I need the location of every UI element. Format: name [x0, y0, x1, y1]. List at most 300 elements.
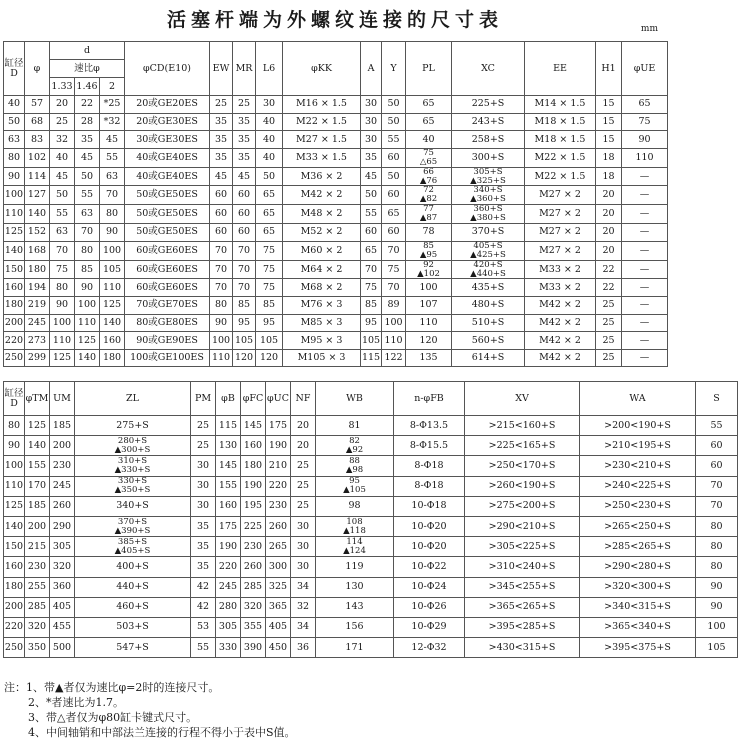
cell-cd: 70或GE70ES: [125, 297, 210, 315]
cell-d2: 160: [100, 332, 125, 350]
table-row: [4, 638, 738, 658]
cell-xv: >225<165+S: [465, 436, 580, 456]
cell-pl: 65: [406, 96, 452, 114]
cell-y: 100: [382, 314, 406, 332]
cell-d133: 32: [50, 131, 75, 149]
cell-mr: 60: [233, 186, 256, 205]
cell-nf: 30: [291, 516, 316, 536]
cell-um: 305: [50, 537, 75, 557]
cell-phi: 245: [25, 314, 50, 332]
cell-d133: 125: [50, 349, 75, 367]
cell-xc: 258+S: [452, 131, 525, 149]
cell-phi: 57: [25, 96, 50, 114]
cell-kk: M68 × 2: [283, 279, 361, 297]
cell-y: 70: [382, 279, 406, 297]
cell-zl: 460+S: [75, 597, 191, 617]
cell-wa: >340<315+S: [580, 597, 696, 617]
cell-s: 60: [696, 436, 738, 456]
cell-d2: 140: [100, 314, 125, 332]
cell-tm: 155: [25, 456, 50, 476]
cell-wa: >240<225+S: [580, 476, 696, 496]
cell-cd: 50或GE50ES: [125, 224, 210, 242]
footnote-3: 3、带△者仅为φ80缸卡键式尺寸。: [28, 711, 198, 724]
cell-uc: 365: [266, 597, 291, 617]
cell-ew: 60: [210, 224, 233, 242]
cell-pl: 107: [406, 297, 452, 315]
cell-kk: M64 × 2: [283, 260, 361, 279]
cell-xc: 340+S ▲360+S: [452, 186, 525, 205]
cell-b: 115: [216, 416, 241, 436]
table-row: [4, 456, 738, 476]
header-ratio-2: 2: [100, 78, 125, 96]
cell-d133: 90: [50, 297, 75, 315]
cell-fb: 10-Φ24: [394, 577, 465, 597]
cell-d2: 70: [100, 186, 125, 205]
cell-fc: 190: [241, 476, 266, 496]
cell-ee: M27 × 2: [525, 241, 596, 260]
header-y: Y: [382, 42, 406, 96]
cell-zl: 275+S: [75, 416, 191, 436]
cell-b: 190: [216, 537, 241, 557]
cell-d146: 125: [75, 332, 100, 350]
cell-D: 200: [4, 314, 25, 332]
cell-pm: 35: [191, 557, 216, 577]
cell-zl: 440+S: [75, 577, 191, 597]
cell-kk: M42 × 2: [283, 186, 361, 205]
cell-d2: 80: [100, 205, 125, 224]
header-xc: XC: [452, 42, 525, 96]
header-ratio: 速比φ: [50, 60, 125, 78]
cell-kk: M52 × 2: [283, 224, 361, 242]
cell-uc: 450: [266, 638, 291, 658]
header-ue: φUE: [622, 42, 668, 96]
cell-y: 50: [382, 113, 406, 131]
header-ratio-133: 1.33: [50, 78, 75, 96]
cell-d146: 45: [75, 148, 100, 167]
header2-um: UM: [50, 382, 75, 416]
table-row: [4, 516, 738, 536]
cell-h1: 20: [596, 241, 622, 260]
header2-bore: 缸径 D: [4, 382, 25, 416]
unit-label: mm: [640, 24, 658, 34]
header2-s: S: [696, 382, 738, 416]
cell-fc: 225: [241, 516, 266, 536]
cell-cd: 50或GE50ES: [125, 186, 210, 205]
cell-ew: 70: [210, 241, 233, 260]
cell-wb: 119: [316, 557, 394, 577]
cell-d133: 50: [50, 186, 75, 205]
cell-D: 160: [4, 557, 25, 577]
header2-uc: φUC: [266, 382, 291, 416]
cell-s: 55: [696, 416, 738, 436]
cell-ee: M42 × 2: [525, 314, 596, 332]
cell-D: 80: [4, 416, 25, 436]
cell-kk: M16 × 1.5: [283, 96, 361, 114]
cell-nf: 34: [291, 617, 316, 637]
cell-a: 30: [361, 96, 382, 114]
table-row: [4, 224, 668, 242]
cell-h1: 25: [596, 314, 622, 332]
cell-l6: 75: [256, 260, 283, 279]
cell-xv: >260<190+S: [465, 476, 580, 496]
cell-um: 245: [50, 476, 75, 496]
cell-tm: 285: [25, 597, 50, 617]
cell-nf: 20: [291, 416, 316, 436]
cell-ue: 75: [622, 113, 668, 131]
cell-nf: 34: [291, 577, 316, 597]
cell-nf: 30: [291, 537, 316, 557]
cell-tm: 320: [25, 617, 50, 637]
cell-d2: *25: [100, 96, 125, 114]
cell-pm: 55: [191, 638, 216, 658]
cell-b: 175: [216, 516, 241, 536]
cell-wb: 156: [316, 617, 394, 637]
dimension-table-mounting: [3, 381, 738, 658]
cell-s: 70: [696, 476, 738, 496]
cell-D: 80: [4, 148, 25, 167]
cell-d2: 180: [100, 349, 125, 367]
header2-fc: φFC: [241, 382, 266, 416]
footnote-4: 4、中间轴销和中部法兰连接的行程不得小于表中S值。: [28, 726, 296, 739]
cell-a: 30: [361, 113, 382, 131]
cell-xc: 480+S: [452, 297, 525, 315]
cell-fc: 390: [241, 638, 266, 658]
cell-b: 145: [216, 456, 241, 476]
cell-d133: 75: [50, 260, 75, 279]
cell-xc: 614+S: [452, 349, 525, 367]
cell-wa: >250<230+S: [580, 496, 696, 516]
cell-nf: 25: [291, 476, 316, 496]
cell-fb: 10-Φ26: [394, 597, 465, 617]
cell-kk: M95 × 3: [283, 332, 361, 350]
cell-tm: 350: [25, 638, 50, 658]
cell-ue: —: [622, 349, 668, 367]
cell-tm: 170: [25, 476, 50, 496]
cell-pm: 30: [191, 456, 216, 476]
table-row: [4, 96, 668, 114]
cell-pl: 40: [406, 131, 452, 149]
cell-D: 90: [4, 436, 25, 456]
cell-y: 50: [382, 96, 406, 114]
cell-kk: M48 × 2: [283, 205, 361, 224]
cell-h1: 20: [596, 205, 622, 224]
cell-phi: 114: [25, 167, 50, 186]
cell-s: 100: [696, 617, 738, 637]
footnotes: [4, 680, 296, 740]
cell-phi: 194: [25, 279, 50, 297]
cell-xc: 243+S: [452, 113, 525, 131]
cell-phi: 68: [25, 113, 50, 131]
cell-cd: 20或GE30ES: [125, 113, 210, 131]
cell-zl: 547+S: [75, 638, 191, 658]
cell-uc: 210: [266, 456, 291, 476]
cell-d2: 105: [100, 260, 125, 279]
header2-tm: φTM: [25, 382, 50, 416]
cell-tm: 185: [25, 496, 50, 516]
cell-cd: 40或GE40ES: [125, 148, 210, 167]
cell-l6: 65: [256, 224, 283, 242]
cell-ew: 35: [210, 131, 233, 149]
header2-wa: WA: [580, 382, 696, 416]
cell-fc: 260: [241, 557, 266, 577]
cell-um: 405: [50, 597, 75, 617]
cell-xv: >290<210+S: [465, 516, 580, 536]
cell-ee: M18 × 1.5: [525, 113, 596, 131]
cell-d146: 55: [75, 186, 100, 205]
cell-wb: 114 ▲124: [316, 537, 394, 557]
cell-y: 60: [382, 148, 406, 167]
cell-ue: 90: [622, 131, 668, 149]
cell-xv: >215<160+S: [465, 416, 580, 436]
cell-y: 60: [382, 186, 406, 205]
cell-b: 330: [216, 638, 241, 658]
cell-wa: >290<280+S: [580, 557, 696, 577]
table-row: [4, 476, 738, 496]
cell-uc: 405: [266, 617, 291, 637]
footnote-2: 2、*者速比为1.7。: [28, 696, 124, 709]
cell-wb: 130: [316, 577, 394, 597]
cell-cd: 90或GE90ES: [125, 332, 210, 350]
cell-pl: 65: [406, 113, 452, 131]
table-row: [4, 148, 668, 167]
header-a: A: [361, 42, 382, 96]
cell-fb: 10-Φ22: [394, 557, 465, 577]
cell-xc: 225+S: [452, 96, 525, 114]
cell-mr: 45: [233, 167, 256, 186]
cell-pl: 135: [406, 349, 452, 367]
cell-nf: 20: [291, 436, 316, 456]
cell-kk: M27 × 1.5: [283, 131, 361, 149]
cell-d146: 35: [75, 131, 100, 149]
cell-um: 200: [50, 436, 75, 456]
header-ew: EW: [210, 42, 233, 96]
cell-h1: 22: [596, 279, 622, 297]
cell-ew: 110: [210, 349, 233, 367]
cell-wa: >265<250+S: [580, 516, 696, 536]
cell-d133: 20: [50, 96, 75, 114]
cell-ew: 45: [210, 167, 233, 186]
cell-a: 60: [361, 224, 382, 242]
cell-wb: 98: [316, 496, 394, 516]
cell-l6: 65: [256, 186, 283, 205]
cell-D: 200: [4, 597, 25, 617]
cell-ew: 70: [210, 279, 233, 297]
header-h1: H1: [596, 42, 622, 96]
dimension-table-rod-end: [3, 41, 668, 367]
cell-tm: 125: [25, 416, 50, 436]
cell-zl: 310+S ▲330+S: [75, 456, 191, 476]
cell-y: 75: [382, 260, 406, 279]
cell-a: 50: [361, 186, 382, 205]
cell-ew: 100: [210, 332, 233, 350]
cell-l6: 95: [256, 314, 283, 332]
cell-s: 70: [696, 496, 738, 516]
table-row: [4, 537, 738, 557]
cell-wb: 143: [316, 597, 394, 617]
header-bore: 缸径 D: [4, 42, 25, 96]
cell-zl: 385+S ▲405+S: [75, 537, 191, 557]
cell-D: 250: [4, 349, 25, 367]
cell-fc: 145: [241, 416, 266, 436]
cell-fc: 355: [241, 617, 266, 637]
cell-tm: 140: [25, 436, 50, 456]
cell-nf: 25: [291, 456, 316, 476]
cell-fb: 10-Φ20: [394, 537, 465, 557]
cell-d146: 140: [75, 349, 100, 367]
cell-h1: 20: [596, 186, 622, 205]
cell-xv: >345<255+S: [465, 577, 580, 597]
cell-d133: 100: [50, 314, 75, 332]
cell-pm: 30: [191, 476, 216, 496]
header2-pm: PM: [191, 382, 216, 416]
cell-pm: 25: [191, 416, 216, 436]
cell-D: 140: [4, 516, 25, 536]
cell-xc: 510+S: [452, 314, 525, 332]
cell-xc: 360+S ▲380+S: [452, 205, 525, 224]
cell-mr: 70: [233, 279, 256, 297]
cell-cd: 60或GE60ES: [125, 279, 210, 297]
cell-a: 85: [361, 297, 382, 315]
table-row: [4, 617, 738, 637]
cell-phi: 83: [25, 131, 50, 149]
cell-wb: 82 ▲92: [316, 436, 394, 456]
cell-xv: >275<200+S: [465, 496, 580, 516]
cell-um: 500: [50, 638, 75, 658]
cell-b: 220: [216, 557, 241, 577]
cell-D: 160: [4, 279, 25, 297]
cell-s: 80: [696, 537, 738, 557]
cell-ue: —: [622, 241, 668, 260]
cell-phi: 127: [25, 186, 50, 205]
cell-fc: 320: [241, 597, 266, 617]
cell-zl: 280+S ▲300+S: [75, 436, 191, 456]
cell-um: 230: [50, 456, 75, 476]
cell-ue: —: [622, 279, 668, 297]
cell-y: 110: [382, 332, 406, 350]
cell-ew: 80: [210, 297, 233, 315]
cell-l6: 50: [256, 167, 283, 186]
cell-h1: 25: [596, 297, 622, 315]
cell-fc: 230: [241, 537, 266, 557]
cell-mr: 35: [233, 113, 256, 131]
table-row: [4, 496, 738, 516]
cell-ew: 60: [210, 205, 233, 224]
cell-zl: 330+S ▲350+S: [75, 476, 191, 496]
cell-ew: 25: [210, 96, 233, 114]
cell-xv: >430<315+S: [465, 638, 580, 658]
cell-b: 155: [216, 476, 241, 496]
table-row: [4, 260, 668, 279]
cell-b: 160: [216, 496, 241, 516]
cell-d146: 100: [75, 297, 100, 315]
cell-ue: —: [622, 332, 668, 350]
cell-pm: 25: [191, 436, 216, 456]
cell-cd: 40或GE40ES: [125, 167, 210, 186]
cell-wb: 171: [316, 638, 394, 658]
footnote-1: 注：1、带▲者仅为速比φ=2时的连接尺寸。: [4, 681, 220, 694]
cell-pm: 35: [191, 537, 216, 557]
cell-pl: 110: [406, 314, 452, 332]
cell-kk: M33 × 1.5: [283, 148, 361, 167]
cell-s: 90: [696, 577, 738, 597]
cell-cd: 60或GE60ES: [125, 260, 210, 279]
cell-nf: 25: [291, 496, 316, 516]
cell-ue: —: [622, 314, 668, 332]
cell-ee: M33 × 2: [525, 260, 596, 279]
cell-D: 250: [4, 638, 25, 658]
cell-h1: 18: [596, 167, 622, 186]
cell-s: 80: [696, 557, 738, 577]
table-row: [4, 113, 668, 131]
cell-fb: 10-Φ20: [394, 516, 465, 536]
cell-d133: 25: [50, 113, 75, 131]
cell-pl: 78: [406, 224, 452, 242]
cell-l6: 105: [256, 332, 283, 350]
cell-ue: 110: [622, 148, 668, 167]
cell-D: 90: [4, 167, 25, 186]
cell-fc: 180: [241, 456, 266, 476]
table-row: [4, 186, 668, 205]
header-kk: φKK: [283, 42, 361, 96]
header2-fb: n-φFB: [394, 382, 465, 416]
cell-d146: 63: [75, 205, 100, 224]
cell-um: 290: [50, 516, 75, 536]
table-row: [4, 314, 668, 332]
cell-ee: M33 × 2: [525, 279, 596, 297]
cell-xc: 560+S: [452, 332, 525, 350]
cell-tm: 215: [25, 537, 50, 557]
cell-ue: —: [622, 205, 668, 224]
page-title: 活塞杆端为外螺纹连接的尺寸表: [166, 9, 503, 31]
cell-fb: 8-Φ13.5: [394, 416, 465, 436]
header-l6: L6: [256, 42, 283, 96]
table-row: [4, 131, 668, 149]
table-row: [4, 332, 668, 350]
cell-s: 60: [696, 456, 738, 476]
cell-ee: M27 × 2: [525, 205, 596, 224]
cell-cd: 100或GE100ES: [125, 349, 210, 367]
cell-D: 150: [4, 260, 25, 279]
cell-d133: 63: [50, 224, 75, 242]
cell-mr: 105: [233, 332, 256, 350]
cell-pl: 92 ▲102: [406, 260, 452, 279]
cell-xc: 435+S: [452, 279, 525, 297]
cell-ee: M14 × 1.5: [525, 96, 596, 114]
cell-pl: 120: [406, 332, 452, 350]
cell-fc: 285: [241, 577, 266, 597]
cell-a: 55: [361, 205, 382, 224]
cell-xv: >365<265+S: [465, 597, 580, 617]
header-cd: φCD(E10): [125, 42, 210, 96]
cell-h1: 20: [596, 224, 622, 242]
cell-d2: 63: [100, 167, 125, 186]
cell-xc: 300+S: [452, 148, 525, 167]
cell-tm: 230: [25, 557, 50, 577]
cell-ue: —: [622, 224, 668, 242]
cell-d2: *32: [100, 113, 125, 131]
cell-d146: 50: [75, 167, 100, 186]
cell-D: 100: [4, 186, 25, 205]
cell-h1: 25: [596, 332, 622, 350]
cell-b: 130: [216, 436, 241, 456]
cell-ew: 35: [210, 148, 233, 167]
cell-D: 110: [4, 205, 25, 224]
cell-wa: >395<375+S: [580, 638, 696, 658]
cell-D: 40: [4, 96, 25, 114]
cell-ue: —: [622, 186, 668, 205]
cell-kk: M105 × 3: [283, 349, 361, 367]
table-row: [4, 577, 738, 597]
